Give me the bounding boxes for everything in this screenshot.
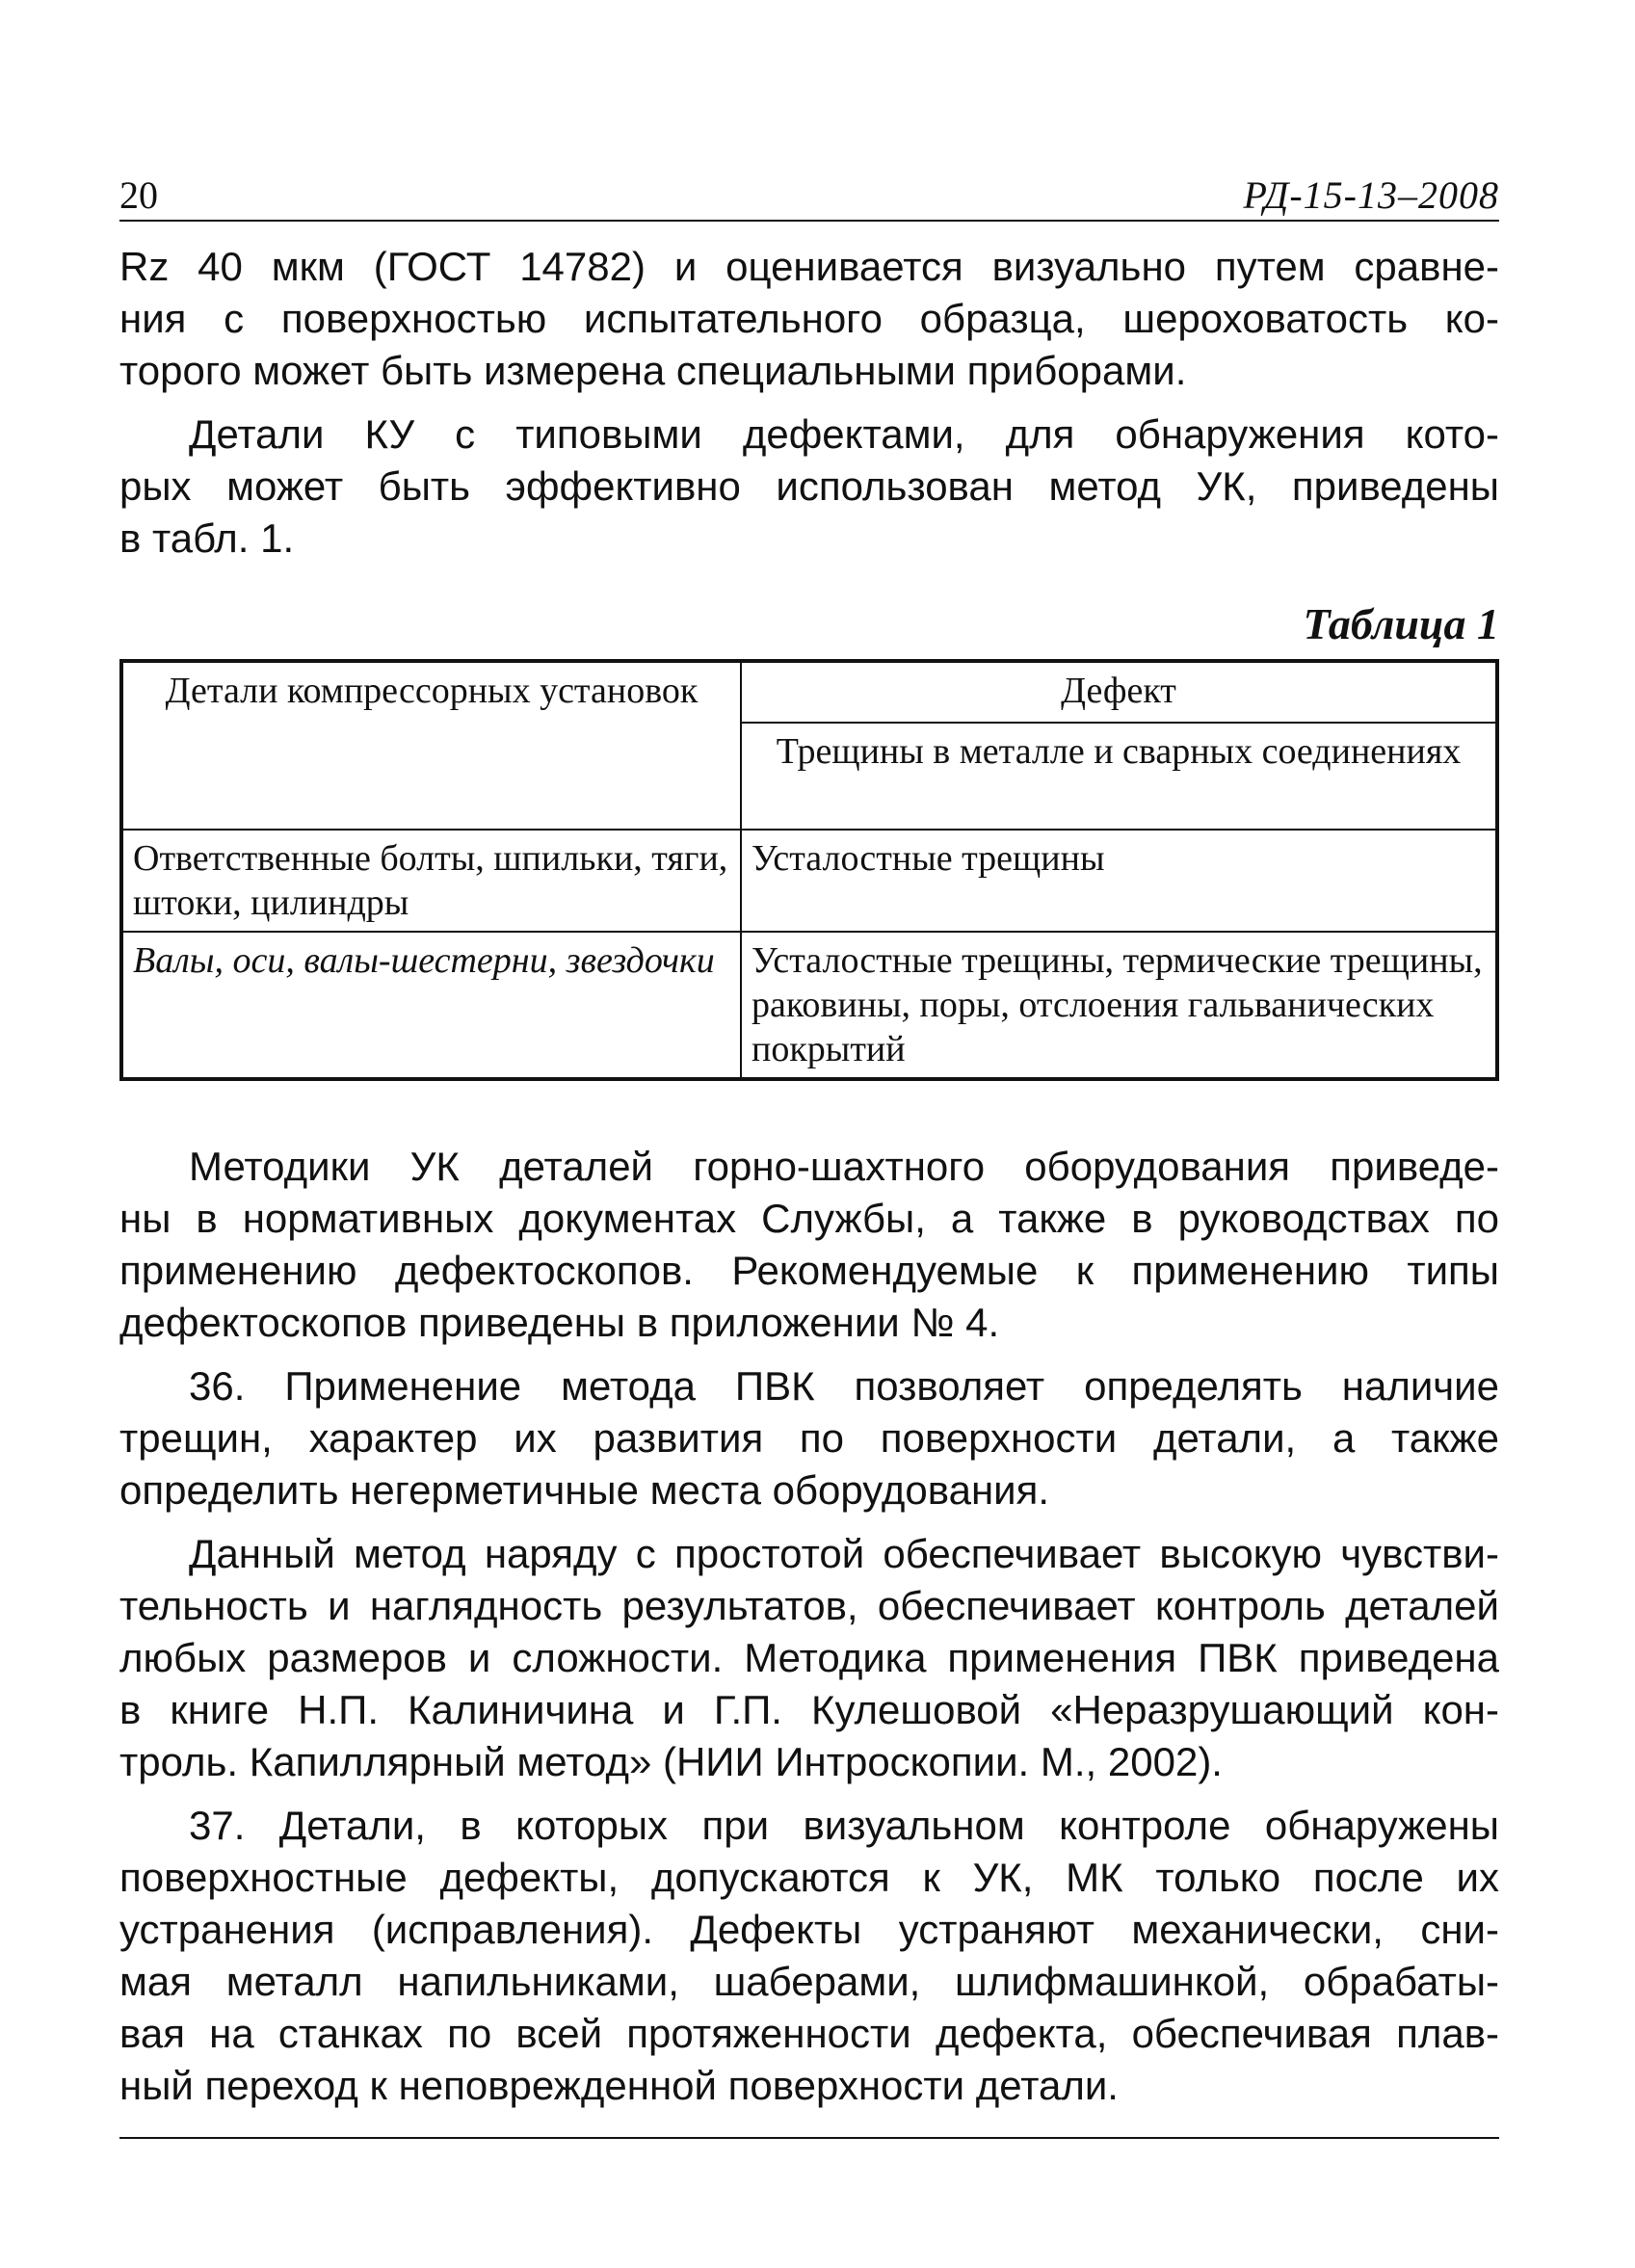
methods-paragraph xyxy=(119,1141,1499,1349)
table-row xyxy=(121,830,1497,932)
table-caption: Таблица 1 xyxy=(1303,599,1499,648)
text-line: рых может быть эффективно использован метод УК, приведены xyxy=(119,463,1499,509)
text-line: любых размеров и сложности. Методика применения ПВК приведена xyxy=(119,1635,1499,1680)
text-line: троль. Капиллярный метод» (НИИ Интроскопии. М., 2002). xyxy=(119,1739,1223,1784)
table-cell-defect: Усталостные трещины xyxy=(741,830,1497,932)
table-row xyxy=(121,932,1497,1079)
paragraph-36 xyxy=(119,1360,1499,1516)
bottom-divider xyxy=(119,2137,1499,2139)
text-line: Rz 40 мкм (ГОСТ 14782) и оценивается визуально путем сравне- xyxy=(119,244,1499,289)
text-line: в книге Н.П. Калиничина и Г.П. Кулешовой «Неразрушающий кон- xyxy=(119,1687,1499,1732)
page-header xyxy=(119,171,1499,222)
text-line: вая на станках по всей протяженности дефекта, обеспечивая плав- xyxy=(119,2011,1499,2056)
text-line: дефектоскопов приведены в приложении № 4. xyxy=(119,1300,1000,1345)
text-line: тельность и наглядность результатов, обеспечивает контроль деталей xyxy=(119,1583,1499,1628)
text-line: устранения (исправления). Дефекты устраняют механически, сни- xyxy=(119,1907,1499,1952)
table-header-defect: Дефект xyxy=(741,661,1497,723)
table-cell-defect: Усталостные трещины, термические трещины, раковины, поры, отслоения гальванических покрытий xyxy=(741,932,1497,1079)
text-line: поверхностные дефекты, допускаются к УК, МК только после их xyxy=(119,1855,1499,1900)
paragraph-37 xyxy=(119,1800,1499,2112)
table-header-parts: Детали компрессорных установок xyxy=(121,661,741,830)
text-line: трещин, характер их развития по поверхности детали, а также xyxy=(119,1415,1499,1461)
text-line: мая металл напильниками, шаберами, шлифмашинкой, обрабаты- xyxy=(119,1959,1499,2004)
method-description-paragraph xyxy=(119,1528,1499,1788)
text-line: Данный метод наряду с простотой обеспечивает высокую чувстви- xyxy=(189,1531,1499,1576)
table-header-row xyxy=(121,661,1497,723)
text-line: торого может быть измерена специальными приборами. xyxy=(119,348,1187,393)
text-line: 36. Применение метода ПВК позволяет определять наличие xyxy=(189,1363,1499,1409)
table-cell-part: Ответственные болты, шпильки, тяги, штоки, цилиндры xyxy=(121,830,741,932)
defects-table xyxy=(119,659,1499,1081)
page-number: 20 xyxy=(119,173,158,217)
text-line: Методики УК деталей горно-шахтного оборудования приведе- xyxy=(189,1144,1499,1189)
text-line: 37. Детали, в которых при визуальном контроле обнаружены xyxy=(189,1803,1499,1848)
table-cell-part: Валы, оси, валы-шестерни, звездочки xyxy=(121,932,741,1079)
details-paragraph xyxy=(119,409,1499,565)
text-line: ния с поверхностью испытательного образца, шероховатость ко- xyxy=(119,296,1499,341)
text-line: Детали КУ с типовыми дефектами, для обнаружения кото- xyxy=(189,411,1499,457)
text-line: определить негерметичные места оборудования. xyxy=(119,1467,1050,1513)
text-line: ный переход к неповрежденной поверхности детали. xyxy=(119,2063,1119,2108)
table-header-defect-type: Трещины в металле и сварных соединениях xyxy=(741,723,1497,830)
text-line: применению дефектоскопов. Рекомендуемые к применению типы xyxy=(119,1248,1499,1293)
document-code: РД-15-13–2008 xyxy=(1243,173,1499,217)
text-line: ны в нормативных документах Службы, а также в руководствах по xyxy=(119,1196,1499,1241)
intro-paragraph xyxy=(119,241,1499,397)
text-line: в табл. 1. xyxy=(119,515,295,561)
